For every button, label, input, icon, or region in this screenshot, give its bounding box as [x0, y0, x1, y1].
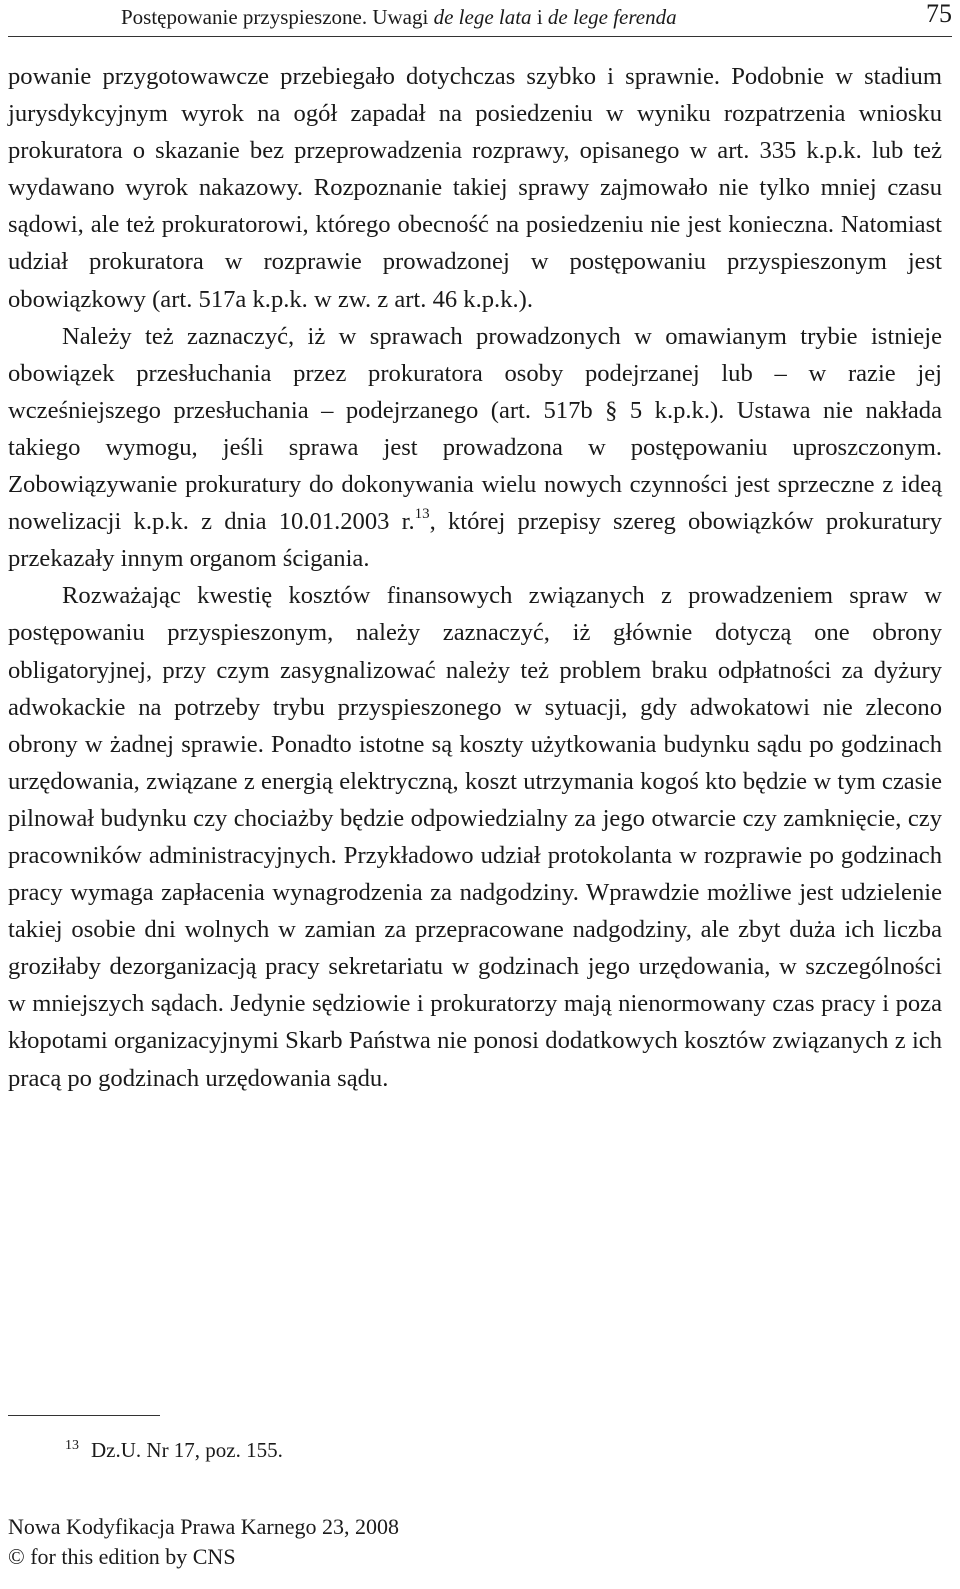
- running-head-title: [121, 4, 677, 30]
- footnote-reference[interactable]: 13: [414, 505, 430, 522]
- title-part-1: Postępowanie przyspieszone. Uwagi: [121, 5, 434, 29]
- journal-citation: Nowa Kodyfikacja Prawa Karnego 23, 2008: [8, 1514, 399, 1539]
- footnote: [65, 1436, 283, 1464]
- paragraph-2-text-a: Należy też zaznaczyć, iż w sprawach prowadzonych w omawianym trybie istnieje obowiązek przesłuchania przez prokuratora osoby podejrzanej lub – w razie jej wcześniejszego przesłuchania – podejrzanego (art. 517b § 5 k.p.k.). Ustawa nie nakłada takiego wymogu, jeśli sprawa jest prowadzona w postępowaniu uproszczonym. Zobowiązywanie prokuratury do dokonywania wielu nowych czynności jest sprzeczne z ideą nowelizacji k.p.k. z dnia 10.01.2003 r.: [8, 322, 942, 536]
- page-footer: [8, 1512, 399, 1572]
- paragraph-1: powanie przygotowawcze przebiegało dotychczas szybko i sprawnie. Podobnie w stadium jurysdykcyjnym wyrok na ogół zapadał na posiedzeniu w wyniku rozpatrzenia wniosku prokuratora o skazanie bez przeprowadzenia rozprawy, opisanego w art. 335 k.p.k. lub też wydawano wyrok nakazowy. Rozpoznanie takiej sprawy zajmowało nie tylko mniej czasu sądowi, ale też prokuratorowi, którego obecność na posiedzeniu nie jest konieczna. Natomiast udział prokuratora w rozprawie prowadzonej w postępowaniu przyspieszonym jest obowiązkowy (art. 517a k.p.k. w zw. z art. 46 k.p.k.).: [8, 63, 942, 313]
- title-part-2: i: [531, 5, 548, 29]
- body-text: [8, 58, 942, 1097]
- paragraph-2: [8, 318, 942, 578]
- footnote-text: Dz.U. Nr 17, poz. 155.: [91, 1438, 283, 1462]
- title-italic-2: de lege ferenda: [547, 5, 677, 29]
- footnote-divider: [8, 1415, 160, 1416]
- paragraph-3: Rozważając kwestię kosztów finansowych związanych z prowadzeniem spraw w postępowaniu przyspieszonym, należy zaznaczyć, iż głównie dotyczą one obrony obligatoryjnej, przy czym zasygnalizować należy też problem braku odpłatności za dyżury adwokackie na potrzeby trybu przyspieszonego w sytuacji, gdy adwokatowi nie zlecono obrony w żadnej sprawie. Ponadto istotne są koszty użytkowania budynku sądu po godzinach urzędowania, związane z energią elektryczną, koszt utrzymania kogoś kto będzie w tym czasie pilnował budynku czy chociażby będzie odpowiedzialny za jego otwarcie czy zamknięcie, czy pracowników administracyjnych. Przykładowo udział protokolanta w rozprawie po godzinach pracy wymaga zapłacenia wynagrodzenia za nadgodziny. Wprawdzie możliwe jest udzielenie takiej osobie dni wolnych w zamian za przepracowane nadgodziny, ale zbyt duża ich liczba groziłaby dezorganizacją pracy sekretariatu w godzinach jego urzędowania, w szczególności w mniejszych sądach. Jedynie sędziowie i prokuratorzy mają nienormowany czas pracy i poza kłopotami organizacyjnymi Skarb Państwa nie ponosi dodatkowych kosztów związanych z ich pracą po godzinach urzędowania sądu.: [8, 582, 942, 1092]
- footnote-mark: 13: [65, 1438, 79, 1453]
- copyright-line: © for this edition by CNS: [8, 1544, 236, 1569]
- page-number: 75: [926, 0, 952, 28]
- running-head: [8, 0, 952, 37]
- title-italic-1: de lege lata: [433, 5, 532, 29]
- paragraph-2-text-b: , której przepisy szereg obowiązków prokuratury przekazały innym organom ścigania.: [8, 508, 942, 573]
